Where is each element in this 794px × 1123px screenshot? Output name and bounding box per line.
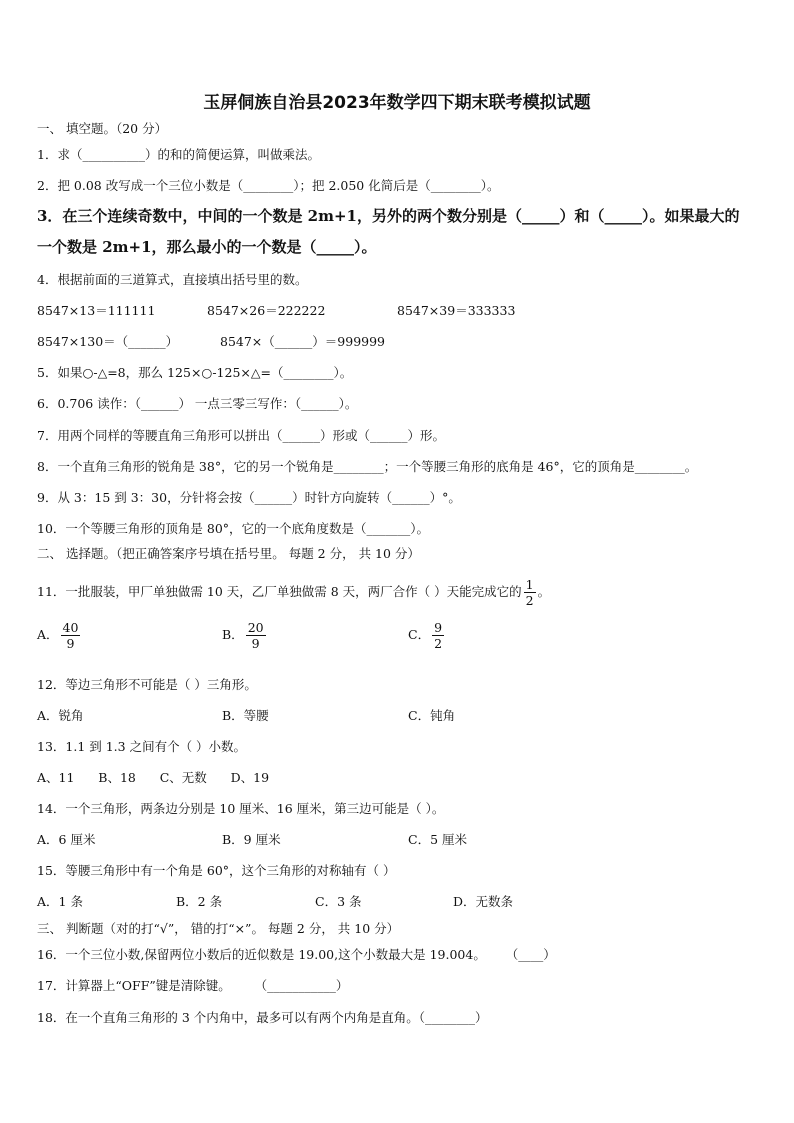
fraction-numerator: 40 [62,620,79,635]
question-4-equation-2: 8547×26＝222222 [207,303,326,318]
question-11-option-a [37,620,82,651]
option-label: C． [408,627,431,642]
question-17: 17．计算器上“OFF”键是清除键。 （___________） [37,978,349,993]
option-fraction [61,620,81,651]
fraction-numerator: 9 [434,620,443,635]
fraction-numerator: 1 [525,577,534,592]
section-heading-choice: 二、 选择题。（把正确答案序号填在括号里。 每题 2 分， 共 10 分） [37,546,420,561]
fraction-denominator: 2 [434,636,443,651]
question-11-text: 11．一批服装，甲厂单独做需 10 天，乙厂单独做需 8 天，两厂合作（ ）天能完成它的 [37,584,522,599]
fraction-denominator: 9 [66,636,75,651]
question-11-fraction [524,577,536,608]
question-13-options: A、11 B、18 C、无数 D、19 [37,770,270,785]
page-title: 玉屏侗族自治县2023年数学四下期末联考模拟试题 [203,93,591,113]
question-14-option-c: C．5 厘米 [408,832,467,847]
question-15-option-a: A．1 条 [37,894,83,909]
question-7: 7．用两个同样的等腰直角三角形可以拼出（______）形或（______）形。 [37,428,445,443]
question-13: 13．1.1 到 1.3 之间有个（ ）小数。 [37,739,247,754]
question-10: 10．一个等腰三角形的顶角是 80°，它的一个底角度数是（_______）。 [37,521,430,536]
question-2: 2．把 0.08 改写成一个三位小数是（________）；把 2.050 化简后是（________）。 [37,178,500,193]
question-12: 12．等边三角形不可能是（ ）三角形。 [37,677,257,692]
option-fraction [432,620,444,651]
option-label: B． [222,627,244,642]
question-14-option-a: A．6 厘米 [37,832,96,847]
question-15-option-d: D．无数条 [453,894,514,909]
section-heading-true-false: 三、 判断题（对的打“√”， 错的打“×”。 每题 2 分， 共 10 分） [37,921,400,936]
question-4-blank-1: 8547×130＝（______） [37,334,179,349]
question-11 [37,577,550,608]
question-3-line-1: 3．在三个连续奇数中，中间的一个数是 2m+1，另外的两个数分别是（_____）和（_____）。如果最大的 [37,207,740,225]
question-9: 9．从 3：15 到 3：30，分针将会按（______）时针方向旋转（______）°。 [37,490,461,505]
question-3-line-2: 一个数是 2m+1，那么最小的一个数是（_____）。 [37,238,377,256]
question-4: 4．根据前面的三道算式，直接填出括号里的数。 [37,272,308,287]
question-11-tail: 。 [537,584,551,599]
question-4-equation-3: 8547×39＝333333 [397,303,516,318]
question-12-option-a: A．锐角 [37,708,84,723]
question-5: 5．如果○-△=8，那么 125×○-125×△=（________）。 [37,365,353,380]
question-6: 6．0.706 读作：（______） 一点三零三写作：（______）。 [37,396,358,411]
question-15: 15．等腰三角形中有一个角是 60°，这个三角形的对称轴有（ ） [37,863,396,878]
question-1: 1．求（__________）的和的简便运算，叫做乘法。 [37,147,320,162]
fraction-numerator: 20 [247,620,264,635]
question-11-option-c [408,620,446,651]
question-14-option-b: B．9 厘米 [222,832,281,847]
question-4-blank-2: 8547×（______）＝999999 [220,334,386,349]
question-18: 18．在一个直角三角形的 3 个内角中，最多可以有两个内角是直角。（________） [37,1010,488,1025]
fraction-denominator: 9 [251,636,260,651]
fraction-denominator: 2 [525,593,534,608]
question-16: 16．一个三位小数,保留两位小数后的近似数是 19.00,这个小数最大是 19.004。 （____） [37,947,556,962]
question-11-option-b [222,620,268,651]
question-4-equation-1: 8547×13＝111111 [37,303,156,318]
option-fraction [246,620,266,651]
section-heading-fill-in: 一、 填空题。（20 分） [37,121,168,136]
question-12-option-c: C．钝角 [408,708,456,723]
question-12-option-b: B．等腰 [222,708,269,723]
question-8: 8．一个直角三角形的锐角是 38°，它的另一个锐角是________；一个等腰三角形的底角是 46°，它的顶角是________。 [37,459,698,474]
question-15-option-c: C．3 条 [315,894,362,909]
question-14: 14．一个三角形，两条边分别是 10 厘米、16 厘米，第三边可能是（ ）。 [37,801,445,816]
question-15-option-b: B．2 条 [176,894,223,909]
option-label: A． [37,627,59,642]
